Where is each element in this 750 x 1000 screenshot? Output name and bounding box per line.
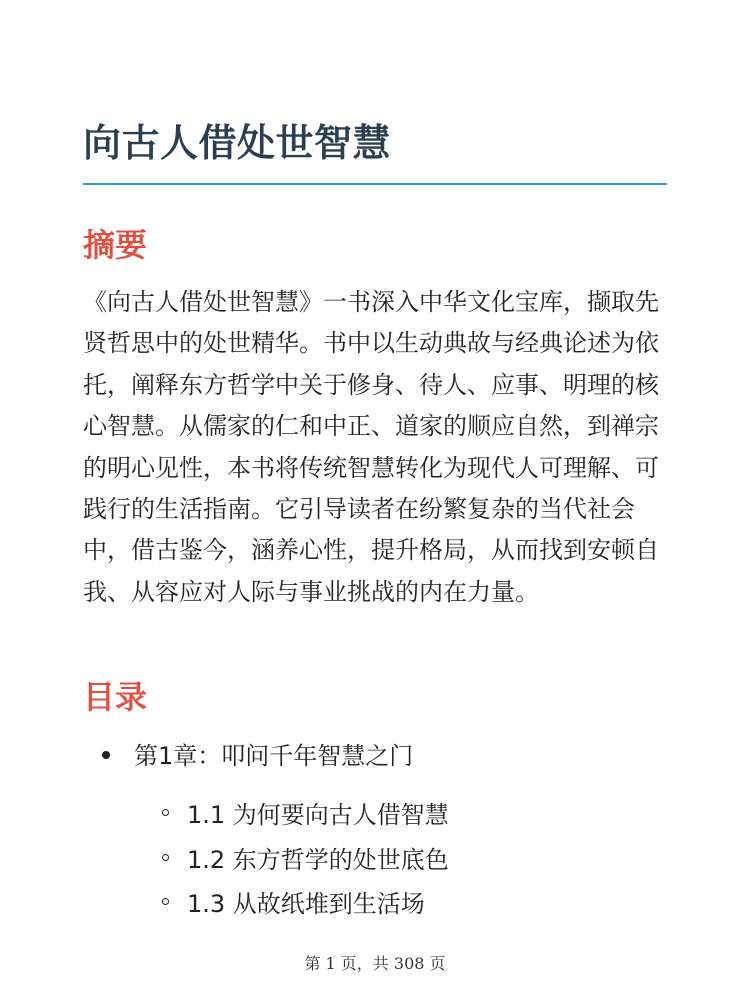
page-number: 第 1 页，共 308 页: [304, 954, 446, 973]
toc-chapter-item: [108, 736, 413, 771]
toc-section-label: 1.1 为何要向古人借智慧: [187, 801, 449, 829]
toc-section-label: 1.2 东方哲学的处世底色: [187, 846, 449, 874]
bullet-circle-icon: [162, 809, 169, 816]
title-divider: [83, 183, 667, 185]
summary-heading: 摘要: [83, 226, 148, 264]
bullet-disc-icon: [102, 751, 110, 759]
bullet-circle-icon: [162, 898, 169, 905]
bullet-circle-icon: [162, 854, 169, 861]
toc-chapter-label: 第1章：叩问千年智慧之门: [134, 742, 414, 770]
toc-section-item: [162, 795, 449, 830]
summary-paragraph: 《向古人借处世智慧》一书深入中华文化宝库，撷取先贤哲思中的处世精华。书中以生动典故与经典论述为依托，阐释东方哲学中关于修身、待人、应事、明理的核心智慧。从儒家的仁和中正、道家的顺应自然，到禅宗的明心见性，本书将传统智慧转化为现代人可理解、可践行的生活指南。它引导读者在纷繁复杂的当代社会中，借古鉴今，涵养心性，提升格局，从而找到安顿自我、从容应对人际与事业挑战的内在力量。: [83, 288, 659, 606]
toc-section-item: [162, 884, 425, 919]
toc-section-label: 1.3 从故纸堆到生活场: [187, 890, 425, 918]
toc-section-item: [162, 840, 449, 875]
book-title: 向古人借处世智慧: [83, 121, 392, 165]
toc-heading: 目录: [83, 678, 148, 716]
